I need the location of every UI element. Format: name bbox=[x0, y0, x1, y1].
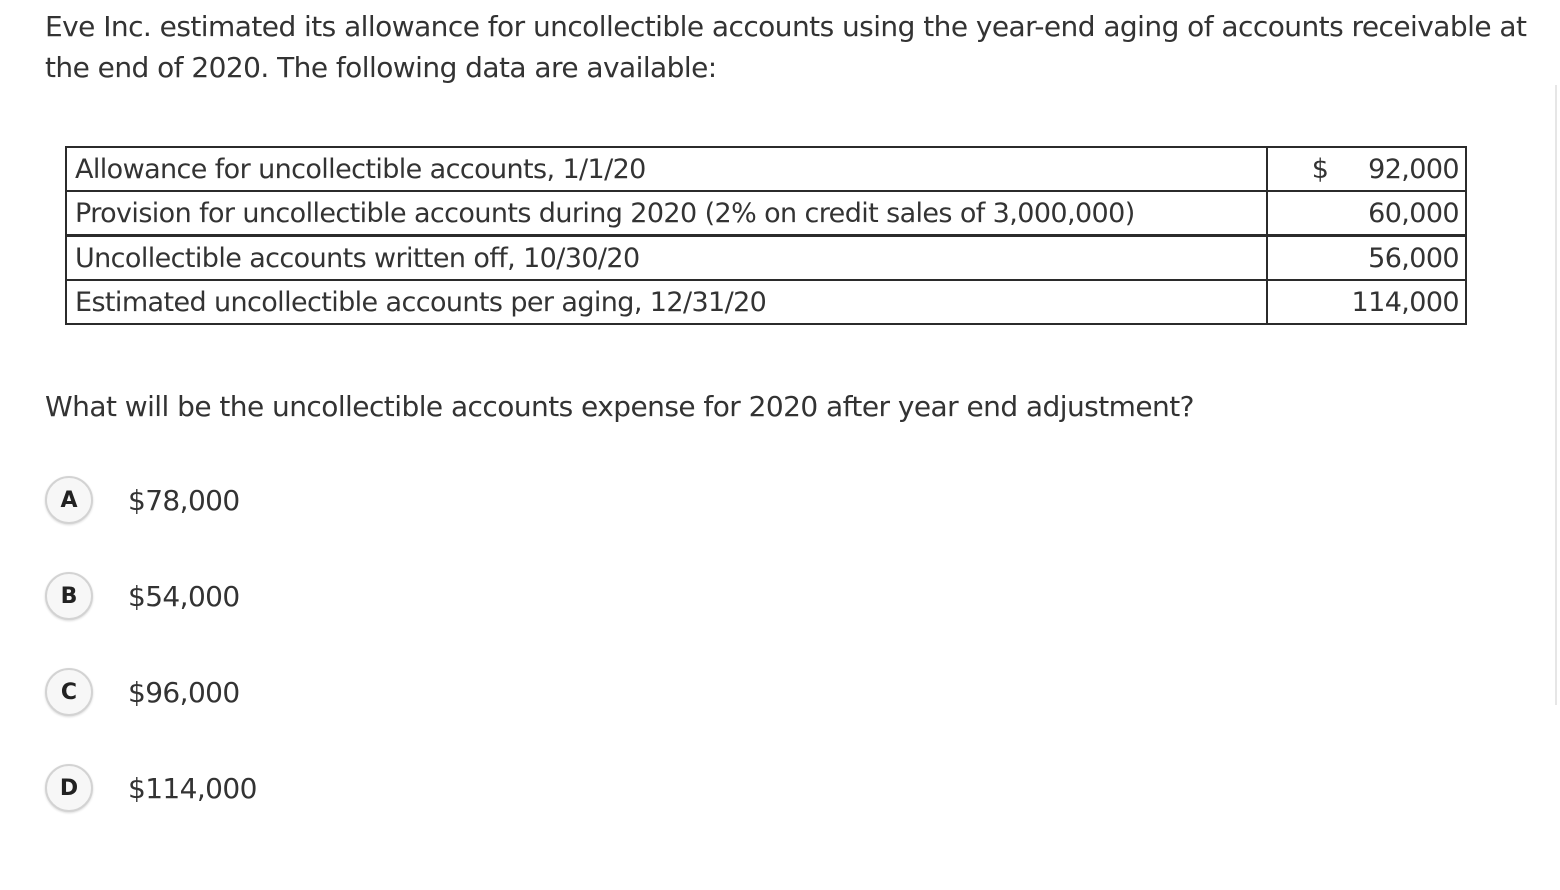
row-amount-cell bbox=[1267, 236, 1466, 281]
option-value[interactable]: $54,000 bbox=[128, 579, 240, 613]
row-label: Estimated uncollectible accounts per aging, 12/31/20 bbox=[66, 280, 1267, 324]
row-amount-cell bbox=[1267, 147, 1466, 191]
option-letter-badge[interactable]: B bbox=[45, 572, 93, 620]
data-table bbox=[65, 146, 1467, 325]
table-row bbox=[66, 147, 1466, 191]
row-amount: 56,000 bbox=[1368, 242, 1459, 274]
currency-symbol: $ bbox=[1311, 153, 1329, 185]
row-label: Uncollectible accounts written off, 10/30/20 bbox=[66, 236, 1267, 281]
option-a[interactable] bbox=[45, 475, 240, 525]
option-value[interactable]: $96,000 bbox=[128, 675, 240, 709]
option-letter-badge[interactable]: C bbox=[45, 668, 93, 716]
option-d[interactable] bbox=[45, 763, 257, 813]
table-row bbox=[66, 191, 1466, 236]
option-value[interactable]: $114,000 bbox=[128, 771, 257, 805]
option-value[interactable]: $78,000 bbox=[128, 483, 240, 517]
scrollbar-edge-divider bbox=[1555, 85, 1557, 705]
row-amount-cell bbox=[1267, 280, 1466, 324]
row-amount: 60,000 bbox=[1368, 197, 1459, 229]
row-amount: 114,000 bbox=[1351, 286, 1459, 318]
option-b[interactable] bbox=[45, 571, 240, 621]
row-label: Provision for uncollectible accounts during 2020 (2% on credit sales of 3,000,000) bbox=[66, 191, 1267, 236]
option-letter-badge[interactable]: D bbox=[45, 764, 93, 812]
table-row bbox=[66, 236, 1466, 281]
question-line-2: the end of 2020. The following data are available: bbox=[45, 51, 717, 84]
row-amount: 92,000 bbox=[1368, 153, 1459, 185]
table-row bbox=[66, 280, 1466, 324]
option-c[interactable] bbox=[45, 667, 240, 717]
question-prompt: What will be the uncollectible accounts expense for 2020 after year end adjustment? bbox=[45, 390, 1194, 423]
option-letter-badge[interactable]: A bbox=[45, 476, 93, 524]
question-line-1: Eve Inc. estimated its allowance for uncollectible accounts using the year-end aging of accounts receivable at bbox=[45, 10, 1527, 43]
question-text bbox=[45, 6, 1560, 88]
row-amount-cell bbox=[1267, 191, 1466, 236]
row-label: Allowance for uncollectible accounts, 1/1/20 bbox=[66, 147, 1267, 191]
